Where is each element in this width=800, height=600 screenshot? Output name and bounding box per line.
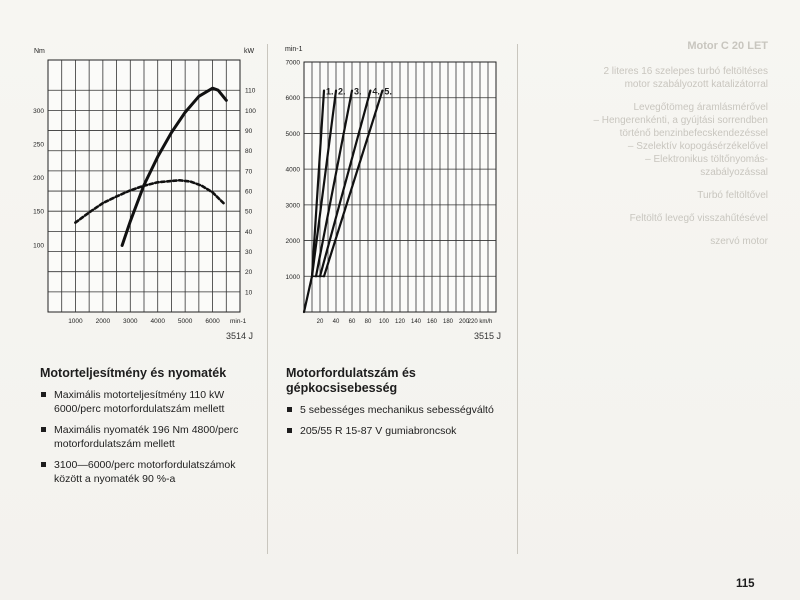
x-tick-label: 20 bbox=[316, 319, 324, 325]
right-tick-label: 100 bbox=[245, 107, 256, 115]
x-tick-label: 1000 bbox=[68, 318, 83, 325]
list-item: Maximális nyomaték 196 Nm 4800/perc motorfordulatszám mellett bbox=[40, 423, 260, 451]
y-tick-label: 7000 bbox=[285, 59, 300, 67]
page-number: 115 bbox=[736, 578, 755, 590]
right-tick-label: 40 bbox=[245, 228, 253, 236]
transmission-list bbox=[286, 403, 496, 445]
rpm-axis-label-2: min-1 bbox=[285, 46, 303, 53]
x-tick-label: 180 bbox=[442, 319, 454, 325]
left-tick-label: 200 bbox=[33, 175, 44, 183]
y-tick-label: 1000 bbox=[285, 273, 300, 281]
right-tick-label: 30 bbox=[245, 249, 253, 257]
right-tick-label: 70 bbox=[245, 168, 253, 176]
torque-axis-label: Nm bbox=[34, 48, 45, 55]
bleed-line: – Szelektív kopogásérzékelővel bbox=[627, 141, 768, 152]
gear-label-2: 2. bbox=[338, 86, 346, 97]
right-tick-label: 60 bbox=[245, 188, 253, 196]
right-tick-label: 90 bbox=[245, 128, 253, 136]
list-item: 205/55 R 15-87 V gumiabroncsok bbox=[286, 424, 496, 438]
heading-line-1: Motorfordulatszám és bbox=[286, 366, 416, 380]
y-tick-label: 4000 bbox=[285, 166, 300, 174]
bleed-line: történő benzinbefecskendezéssel bbox=[619, 128, 768, 139]
gear-label-4: 4. bbox=[372, 86, 380, 97]
x-tick-label: 4000 bbox=[150, 318, 165, 325]
rpm-speed-y-ticks bbox=[286, 60, 301, 281]
gear-label-3: 3. bbox=[354, 86, 362, 97]
x-tick-label: 120 bbox=[394, 319, 406, 325]
power-axis-label: kW bbox=[244, 48, 255, 55]
right-tick-label: 10 bbox=[245, 289, 253, 297]
bleed-line: – Elektronikus töltőnyomás- bbox=[645, 154, 768, 165]
heading-line-2: gépkocsisebesség bbox=[286, 381, 398, 395]
section-heading-power-torque: Motorteljesítmény és nyomaték bbox=[40, 366, 227, 380]
power-torque-list bbox=[40, 388, 260, 493]
bleed-through-title: Motor C 20 LET bbox=[687, 40, 768, 52]
y-tick-label: 3000 bbox=[285, 202, 300, 210]
bleed-line: szabályozással bbox=[700, 167, 768, 178]
list-item: 5 sebességes mechanikus sebességváltó bbox=[286, 403, 496, 417]
gear-label-5: 5. bbox=[384, 86, 392, 97]
bleed-line: 2 literes 16 szelepes turbó feltöltéses bbox=[603, 66, 768, 77]
bleed-line: – Hengerenkénti, a gyújtási sorrendben bbox=[593, 115, 768, 126]
x-tick-label: 40 bbox=[332, 319, 340, 325]
left-tick-label: 100 bbox=[33, 242, 44, 250]
left-tick-label: 250 bbox=[33, 141, 44, 149]
x-tick-label: 3000 bbox=[123, 318, 138, 325]
right-tick-label: 80 bbox=[245, 148, 253, 156]
x-tick-label: 60 bbox=[348, 319, 356, 325]
figure-code-3515: 3515 J bbox=[474, 331, 502, 341]
left-tick-label: 150 bbox=[33, 208, 44, 216]
list-item: Maximális motorteljesítmény 110 kW 6000/perc motorfordulatszám mellett bbox=[40, 388, 260, 416]
right-tick-label: 110 bbox=[245, 87, 256, 95]
y-tick-label: 2000 bbox=[285, 238, 300, 246]
bleed-line: szervó motor bbox=[710, 236, 768, 247]
rpm-speed-x-ticks bbox=[317, 319, 493, 325]
x-tick-label: 100 bbox=[378, 319, 390, 325]
x-tick-label: 200 bbox=[458, 319, 470, 325]
x-tick-label: 140 bbox=[410, 319, 422, 325]
bleed-line: Levegőtömeg áramlásmérővel bbox=[633, 102, 768, 113]
y-tick-label: 6000 bbox=[285, 95, 300, 103]
right-tick-label: 50 bbox=[245, 208, 253, 216]
left-tick-label: 300 bbox=[33, 107, 44, 115]
bleed-line: Turbó feltöltővel bbox=[697, 190, 768, 201]
right-tick-label: 20 bbox=[245, 269, 253, 277]
x-tick-label: 220 km/h bbox=[467, 319, 493, 325]
x-tick-label: 5000 bbox=[177, 318, 193, 325]
list-item: 3100—6000/perc motorfordulatszámok között a nyomaték 90 %-a bbox=[40, 458, 260, 486]
x-tick-label: 80 bbox=[364, 319, 372, 325]
y-tick-label: 5000 bbox=[285, 130, 300, 138]
x-tick-label: 6000 bbox=[205, 318, 220, 325]
gear-label-1: 1. bbox=[326, 86, 334, 97]
x-tick-label: 2000 bbox=[95, 318, 111, 325]
x-tick-label: 160 bbox=[426, 319, 438, 325]
figure-code-3514: 3514 J bbox=[226, 331, 254, 341]
rpm-axis-label: min-1 bbox=[230, 318, 247, 325]
bleed-line: motor szabályozott katalizátorral bbox=[624, 79, 768, 90]
section-heading-rpm-speed bbox=[286, 366, 416, 396]
bleed-line: Feltöltő levegő visszahűtésével bbox=[629, 213, 768, 224]
